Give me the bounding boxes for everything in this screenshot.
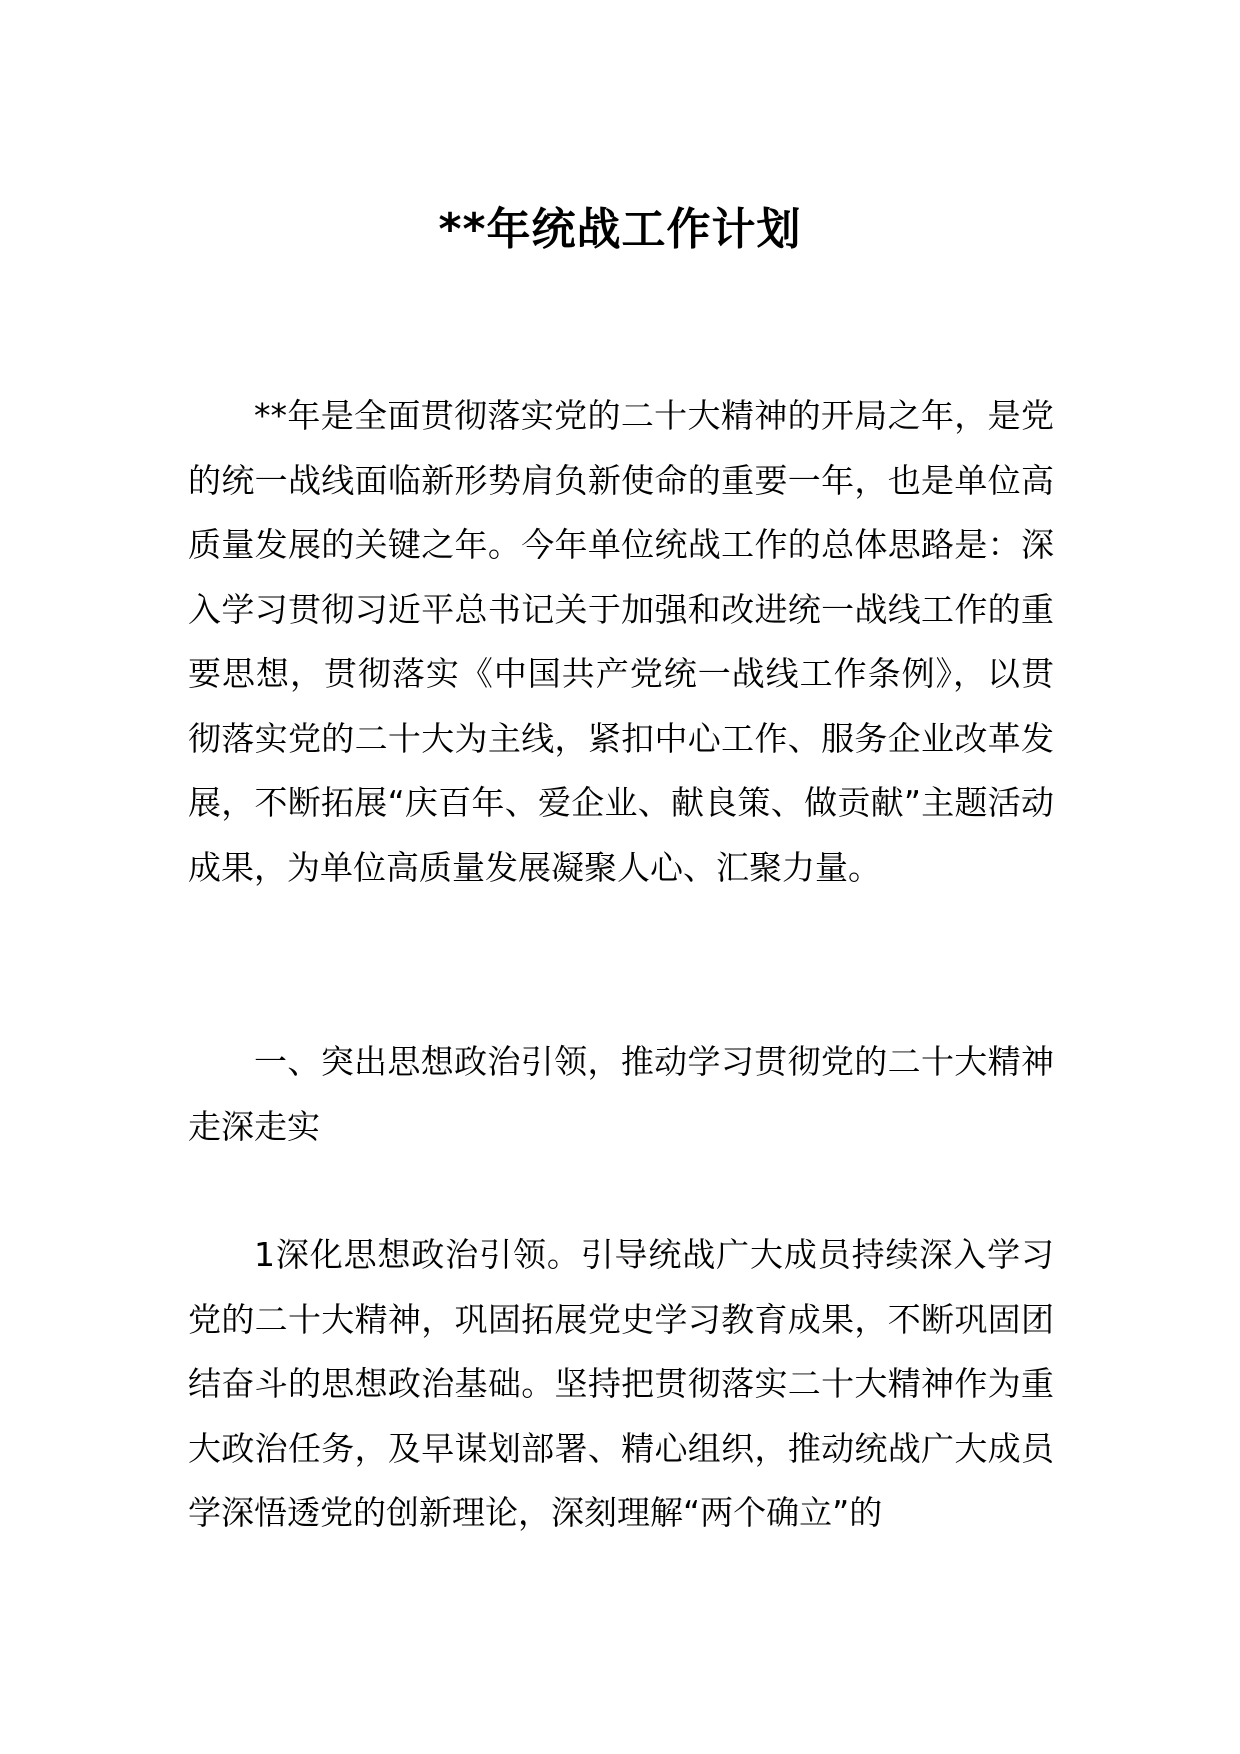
section-1-paragraph: 1深化思想政治引领。引导统战广大成员持续深入学习党的二十大精神，巩固拓展党史学习教育成果，不断巩固团结奋斗的思想政治基础。坚持把贯彻落实二十大精神作为重大政治任务，及早谋划部署、精心组织，推动统战广大成员学深悟透党的创新理论，深刻理解“两个确立”的 [188, 1235, 1054, 1532]
section-heading-1: 一、突出思想政治引领，推动学习贯彻党的二十大精神走深走实 [188, 1042, 1054, 1146]
intro-paragraph: **年是全面贯彻落实党的二十大精神的开局之年，是党的统一战线面临新形势肩负新使命的重要一年，也是单位高质量发展的关键之年。今年单位统战工作的总体思路是：深入学习贯彻习近平总书记关于加强和改进统一战线工作的重要思想，贯彻落实《中国共产党统一战线工作条例》，以贯彻落实党的二十大为主线，紧扣中心工作、服务企业改革发展，不断拓展“庆百年、爱企业、献良策、做贡献”主题活动成果，为单位高质量发展凝聚人心、汇聚力量。 [188, 396, 1054, 887]
document-title: **年统战工作计划 [438, 204, 802, 255]
